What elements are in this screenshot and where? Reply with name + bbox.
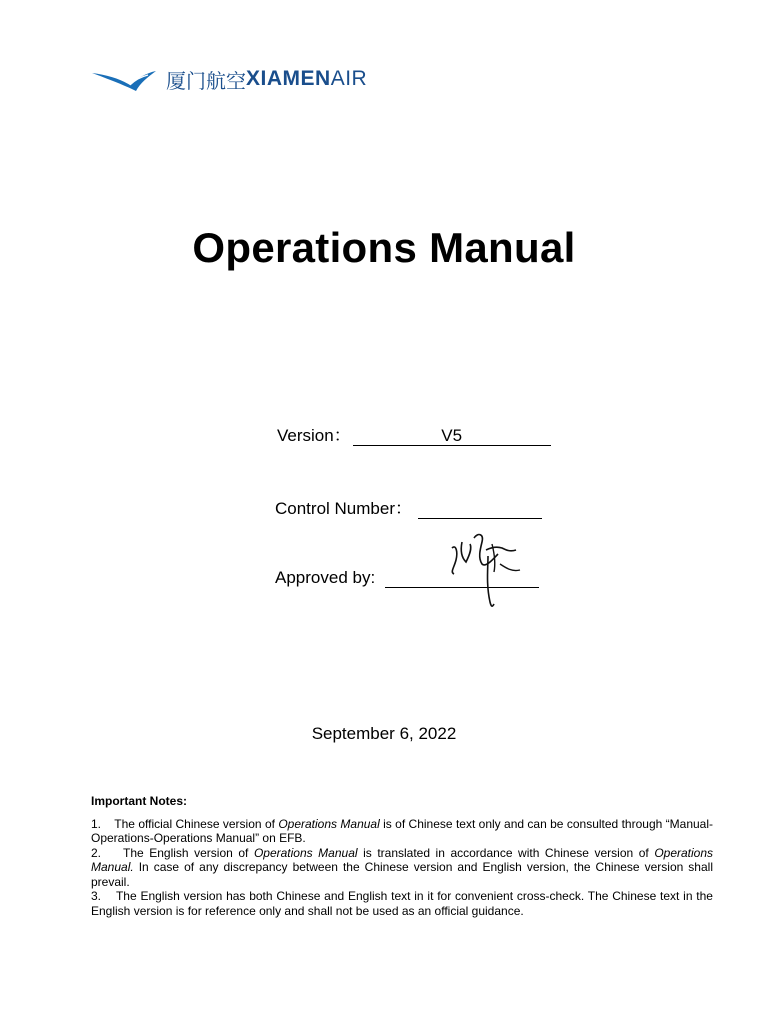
egret-logo-icon [90,65,158,93]
note-text: is translated in accordance with Chinese version of [357,845,655,860]
handwritten-signature-icon [444,528,526,610]
note-text: is of Chinese text only and can be consulted through “Manual-Operations-Operations Manual” on EFB. [91,816,714,845]
document-date: September 6, 2022 [311,724,457,743]
note-italic-title: Operations Manual [253,845,358,860]
notes-heading: Important Notes: [91,794,187,808]
note-text: The English version of [123,845,254,860]
note-text: In case of any discrepancy between the Chinese version and English version, the Chinese version shall prevail. [91,860,713,889]
important-notes [91,794,713,918]
version-label: Version： [277,426,351,445]
note-number: 1. [91,816,102,831]
approved-by-label: Approved by: [275,568,376,587]
note-italic-title: Operations Manual. [91,845,714,874]
note-item-2 [91,846,713,890]
note-text: The official Chinese version of [114,816,279,831]
xiamenair-logo [90,64,367,94]
note-item-3 [91,889,713,918]
control-number-value [418,500,542,519]
logo-chinese-text: 厦门航空 [166,68,246,93]
logo-english-bold: XIAMEN [246,67,331,90]
document-title: Operations Manual [192,224,576,271]
note-number: 2. [91,845,102,860]
note-item-1 [91,817,713,846]
note-italic-title: Operations Manual [278,816,380,831]
note-number: 3. [91,889,102,903]
note-text: The English version has both Chinese and English text in it for convenient cross-check. The Chinese text in the English version is for reference only and shall not be used as an official guidance. [91,889,713,918]
control-number-label: Control Number： [275,499,412,518]
version-field [277,421,551,446]
control-number-field [275,494,542,519]
logo-english-light: AIR [330,67,368,90]
version-value: V5 [353,427,551,446]
